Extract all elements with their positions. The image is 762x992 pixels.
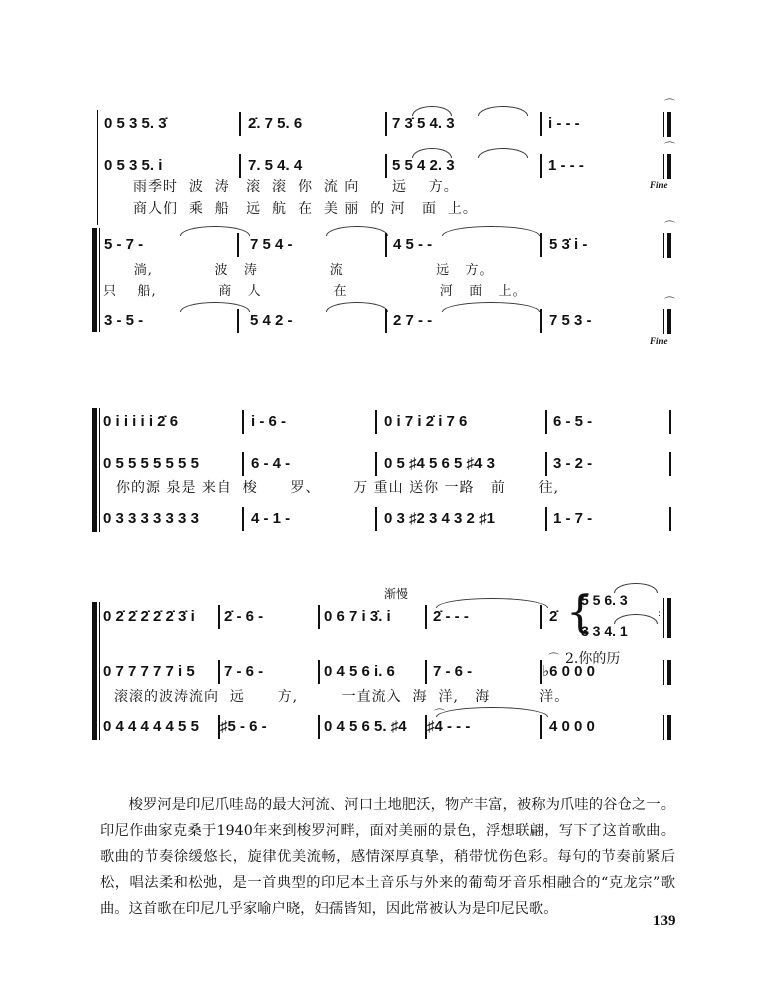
s1-p2-m4: 1 - - - [548, 157, 584, 174]
fine-label: Fine [650, 336, 668, 346]
s4-p2-m2: 7 - 6 - [224, 663, 264, 680]
tie [436, 598, 548, 608]
system-bracket [92, 228, 97, 332]
fermata-icon: ⌒ [664, 98, 675, 111]
barline [318, 715, 320, 739]
s3-p2-m1: 0 5 5 5 5 5 5 5 [103, 455, 199, 472]
s3-p3-m4: 1 - 7 - [553, 510, 593, 527]
s3-p1-m4: 6 - 5 - [553, 413, 593, 430]
barline [540, 309, 542, 333]
s4-p1-m1: 0 2̇ 2̇ 2̇ 2̇ 2̇ 3̇ i [103, 608, 195, 625]
barline [242, 410, 244, 434]
fermata-icon: ⌒ [548, 652, 559, 665]
barline [545, 507, 547, 531]
s2-p2-m1: 3 - 5 - [104, 312, 144, 329]
s1-p2-m2: 7. 5 4. 4 [248, 157, 303, 174]
s4-p3-m2: ♯5 - 6 - [220, 718, 267, 735]
s4-p1-m2: 2̇ - 6 - [224, 608, 264, 625]
barline [385, 233, 387, 257]
barline [425, 660, 427, 684]
repeat-barline-thin [663, 715, 664, 740]
lyrics-verse-1: 淌, 波 涛 流 远 方。 [103, 263, 494, 278]
barline [669, 410, 671, 434]
s4-p2-m3: 0 4 5 6 i. 6 [324, 663, 395, 680]
barline [375, 452, 377, 476]
lyrics-verse-2: 商人们 乘 船 远 航 在 美 丽 的 河 面 上。 [133, 201, 478, 217]
barline [218, 660, 220, 684]
s4-p3-m4: ♯4 - - - [427, 718, 471, 735]
s3-p1-m1: 0 i i i i i 2̇ 6 [103, 413, 179, 430]
s4-p3-m3: 0 4 5 6 5. ♯4 [324, 718, 407, 735]
barline [218, 605, 220, 629]
final-barline-thin [663, 154, 664, 179]
barline [540, 154, 542, 178]
s1-p1-m3: 7 3̇ 5 4. 3 [392, 115, 455, 132]
barline [375, 507, 377, 531]
tie [436, 707, 548, 717]
system-barline-left [99, 602, 100, 740]
s1-p2-m3: 5 5 4 2. 3 [392, 157, 455, 174]
barline [239, 154, 241, 178]
barline [385, 112, 387, 136]
barline [239, 112, 241, 136]
tie [326, 226, 388, 236]
barline [318, 605, 320, 629]
s4-p2-m1: 0 7 7 7 7 7 i 5 [103, 663, 195, 680]
final-barline-thin [663, 112, 664, 137]
s4-p1-m4: 2̇ - - - [433, 608, 469, 625]
second-ending-lyric: 2.你的历 [565, 651, 621, 667]
barline [242, 507, 244, 531]
barline [425, 605, 427, 629]
final-barline-thick [667, 154, 671, 179]
repeat-barline-thin [663, 598, 664, 638]
system-barline-left [99, 408, 100, 532]
system-bracket [92, 408, 97, 532]
lyrics: 你的源 泉是 来自 梭 罗、 万 重山 送你 一路 前 往, [116, 480, 560, 496]
s3-p2-m3: 0 5 ♯4 5 6 5 ♯4 3 [384, 455, 495, 472]
barline [669, 507, 671, 531]
s4-p1-m3: 0 6 7 i 3̇. i [324, 608, 391, 625]
ending-upper-voice: 5 5 6. 3 [581, 592, 628, 608]
repeat-dots-icon: : [658, 609, 662, 619]
barline [545, 410, 547, 434]
barline [385, 309, 387, 333]
s1-p1-m4: i - - - [548, 115, 580, 132]
repeat-barline-thick [667, 660, 671, 685]
description-paragraph: 梭罗河是印尼爪哇岛的最大河流、河口土地肥沃，物产丰富，被称为爪哇的谷仓之一。印尼作曲家克桑于1940年来到梭罗河畔，面对美丽的景色，浮想联翩，写下了这首歌曲。歌曲的节奏徐缓悠长，旋律优美流畅，感情深厚真挚，稍带忧伤色彩。每句的节奏前紧后松，唱法柔和松弛，是一首典型的印尼本土音乐与外来的葡萄牙音乐相融合的“克龙宗”歌曲。这首歌在印尼几乎家喻户晓，妇孺皆知，因此常被认为是印尼民歌。 [100, 797, 675, 917]
slur [478, 148, 528, 158]
s3-p2-m2: 6 - 4 - [251, 455, 291, 472]
ending-lower-voice: 3 3 4. 1 [581, 623, 628, 639]
final-barline-thin [663, 233, 664, 258]
final-barline-thin [663, 309, 664, 334]
s4-p2-m4: 7 - 6 - [433, 663, 473, 680]
lyrics: 滚滚的波涛流向 远 方, 一直流入 海 洋, 海 洋。 [114, 689, 570, 705]
slur [478, 106, 528, 116]
system-barline-left [99, 228, 100, 332]
fermata-icon: ⌒ [434, 708, 445, 721]
s3-p3-m2: 4 - 1 - [251, 510, 291, 527]
fermata-icon: ⌒ [664, 141, 675, 154]
barline [540, 233, 542, 257]
barline [540, 715, 542, 739]
s1-p1-m1: 0 5 3 5. 3̇ [104, 115, 167, 132]
tie [442, 302, 540, 312]
repeat-barline-thick [667, 598, 671, 638]
barline [669, 452, 671, 476]
page-number: 139 [653, 913, 676, 929]
s4-p3-m1: 0 4 4 4 4 4 5 5 [103, 718, 199, 735]
s4-p2-m5: ♭6 0 0 0 [542, 663, 595, 680]
barline [318, 660, 320, 684]
final-barline-thick [667, 112, 671, 137]
barline [237, 309, 239, 333]
brace-icon: { [566, 587, 594, 638]
repeat-barline-thick [667, 715, 671, 740]
fermata-icon: ⌒ [664, 296, 675, 309]
barline [375, 410, 377, 434]
barline [237, 233, 239, 257]
system-barline-left [97, 110, 98, 225]
final-barline-thick [667, 309, 671, 334]
barline [385, 154, 387, 178]
system-bracket [92, 602, 97, 740]
s1-p2-m1: 0 5 3 5. i [104, 157, 163, 174]
s4-p3-m5: 4 0 0 0 [549, 718, 595, 735]
s2-p1-m4: 5 3̇ i - [549, 236, 588, 253]
lyrics-verse-2: 只 船, 商 人 在 河 面 上。 [103, 284, 527, 299]
barline [242, 452, 244, 476]
s2-p1-m1: 5 - 7 - [104, 236, 144, 253]
final-barline-thick [667, 233, 671, 258]
s3-p3-m3: 0 3 ♯2 3 4 3 2 ♯1 [384, 510, 495, 527]
s2-p2-m3: 2 7 - - [393, 312, 433, 329]
s3-p1-m2: i - 6 - [251, 413, 287, 430]
barline [545, 452, 547, 476]
repeat-barline-thin [663, 660, 664, 685]
s2-p1-m3: 4 5 - - [393, 236, 433, 253]
s3-p3-m1: 0 3 3 3 3 3 3 3 [103, 510, 199, 527]
tie [180, 226, 250, 236]
s2-p2-m2: 5 4 2 - [250, 312, 293, 329]
song-description [100, 792, 675, 922]
tie [442, 226, 540, 236]
fine-label: Fine [650, 180, 668, 190]
fermata-icon: ⌒ [664, 220, 675, 233]
s4-p1-m5: 2̇ [549, 608, 558, 625]
s1-p1-m2: 2̇. 7 5. 6 [248, 115, 303, 132]
s3-p1-m3: 0 i 7 i 2̇ i 7 6 [384, 413, 468, 430]
tie [326, 302, 388, 312]
s2-p1-m2: 7 5 4 - [250, 236, 293, 253]
s2-p2-m4: 7 5 3 - [549, 312, 592, 329]
tempo-marking: 渐慢 [384, 587, 409, 601]
lyrics-verse-1: 雨季时 波 涛 滚 滚 你 流 向 远 方。 [133, 179, 459, 195]
barline [540, 605, 542, 629]
tie [180, 302, 250, 312]
s3-p2-m4: 3 - 2 - [553, 455, 593, 472]
barline [540, 112, 542, 136]
